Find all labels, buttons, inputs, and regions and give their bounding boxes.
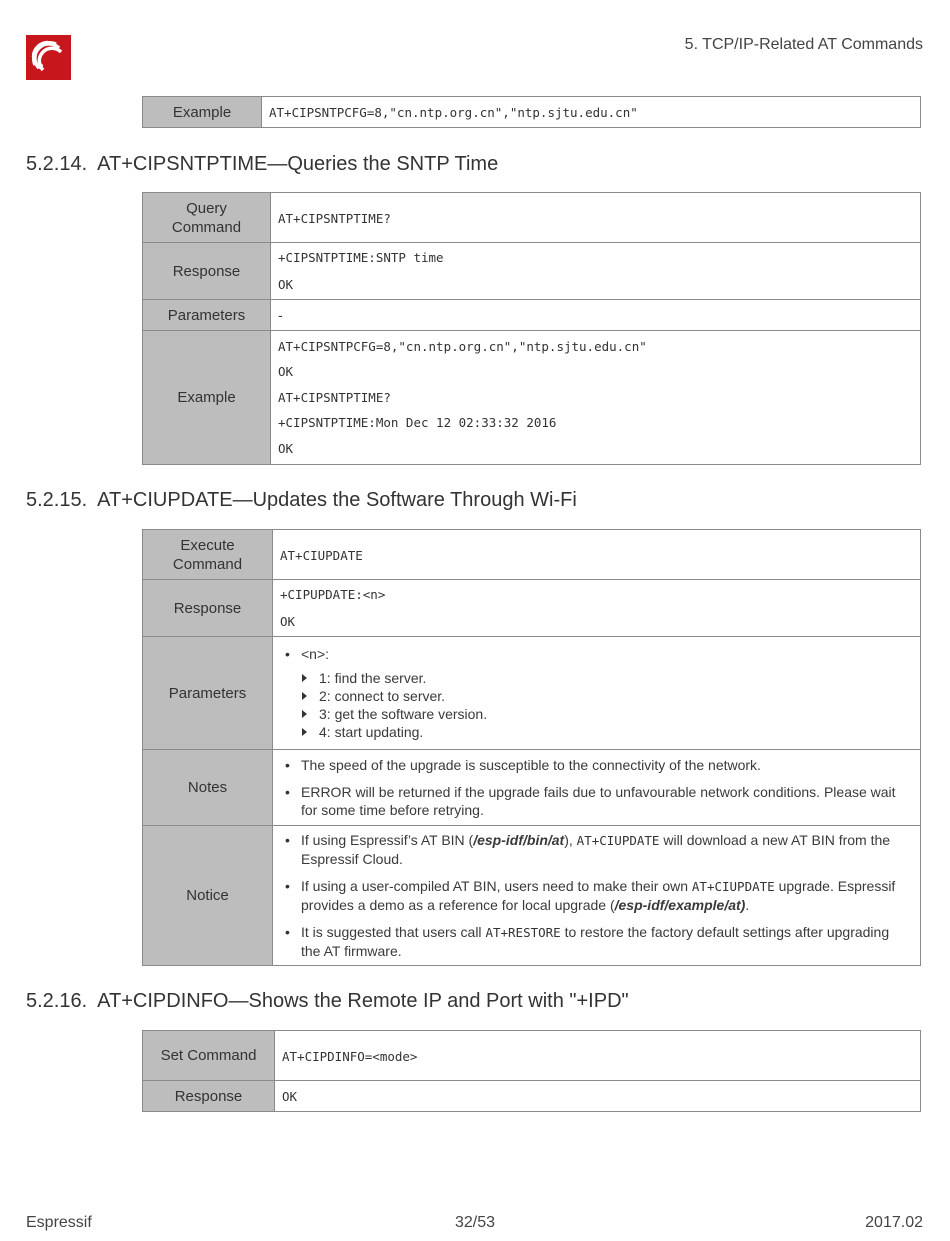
list-item: 1: find the server. [319,669,913,687]
response-label: Response [143,243,271,300]
section-heading-5-2-15 [26,489,577,512]
list-item: 2: connect to server. [319,687,913,705]
section-number: 5.2.16. [26,990,88,1012]
espressif-logo [26,35,71,80]
cipdinfo-table [142,1030,921,1112]
response-line: OK [278,277,294,292]
section-heading-5-2-16 [26,990,629,1013]
footer-date: 2017.02 [865,1214,923,1231]
execute-command-label: Execute Command [143,530,273,580]
response-value: OK [282,1089,298,1104]
example-label: Example [143,331,271,465]
parameters-label: Parameters [143,300,271,331]
response-label: Response [143,1081,275,1112]
example-line: +CIPSNTPTIME:Mon Dec 12 02:33:32 2016 [278,415,557,431]
section-number: 5.2.14. [26,153,88,175]
list-item: 3: get the software version. [319,705,913,723]
example-value: AT+CIPSNTPCFG=8,"cn.ntp.org.cn","ntp.sjtu.edu.cn" [269,105,638,120]
list-item: • If using Espressif’s AT BIN (/esp-idf/bin/at), AT+CIUPDATE will download a new AT BIN from the Espressif Cloud. [301,831,900,868]
parameters-list [283,645,913,741]
example-line: OK [278,440,294,456]
example-label: Example [143,97,262,128]
list-item [301,645,913,741]
example-line: OK [278,364,294,380]
example-line: AT+CIPSNTPCFG=8,"cn.ntp.org.cn","ntp.sjtu.edu.cn" [278,338,647,354]
list-item: • The speed of the upgrade is susceptible to the connectivity of the network. [301,756,906,774]
set-command-value: AT+CIPDINFO=<mode> [282,1048,418,1064]
section-header: 5. TCP/IP-Related AT Commands [684,36,923,53]
param-n: <n>: [301,646,330,662]
response-line: +CIPSNTPTIME:SNTP time [278,250,444,265]
notice-list [283,831,900,960]
execute-command-value: AT+CIUPDATE [280,547,363,563]
response-label: Response [143,580,273,637]
cipsntptime-table [142,192,921,465]
list-item: 4: start updating. [319,723,913,741]
set-command-label: Set Command [143,1031,275,1081]
section-heading-5-2-14 [26,153,498,176]
response-line: +CIPUPDATE:<n> [280,587,386,602]
section-title: AT+CIPSNTPTIME—Queries the SNTP Time [97,153,499,175]
notes-list [283,756,906,819]
section-title: AT+CIUPDATE—Updates the Software Through Wi-Fi [97,489,577,511]
query-command-label: Query Command [143,193,271,243]
param-values-list [301,669,913,741]
top-example-table [142,96,921,128]
section-number: 5.2.15. [26,489,88,511]
list-item: • It is suggested that users call AT+RESTORE to restore the factory default settings after upgrading the AT firmware. [301,923,900,960]
parameters-label: Parameters [143,637,273,750]
query-command-value: AT+CIPSNTPTIME? [278,210,391,226]
list-item: • If using a user-compiled AT BIN, users need to make their own AT+CIUPDATE upgrade. Espressif provides a demo as a reference for local upgrade (/esp-idf/example/at). [301,877,900,914]
section-title: AT+CIPDINFO—Shows the Remote IP and Port with "+IPD" [97,990,629,1012]
example-line: AT+CIPSNTPTIME? [278,389,391,405]
ciupdate-table [142,529,921,966]
parameters-value: - [278,307,283,323]
notes-label: Notes [143,750,273,826]
notice-label: Notice [143,826,273,966]
response-line: OK [280,614,296,629]
list-item: • ERROR will be returned if the upgrade fails due to unfavourable network conditions. Please wait for some time before retrying. [301,783,906,819]
page-number: 32/53 [454,1214,496,1231]
footer-company: Espressif [26,1214,92,1231]
